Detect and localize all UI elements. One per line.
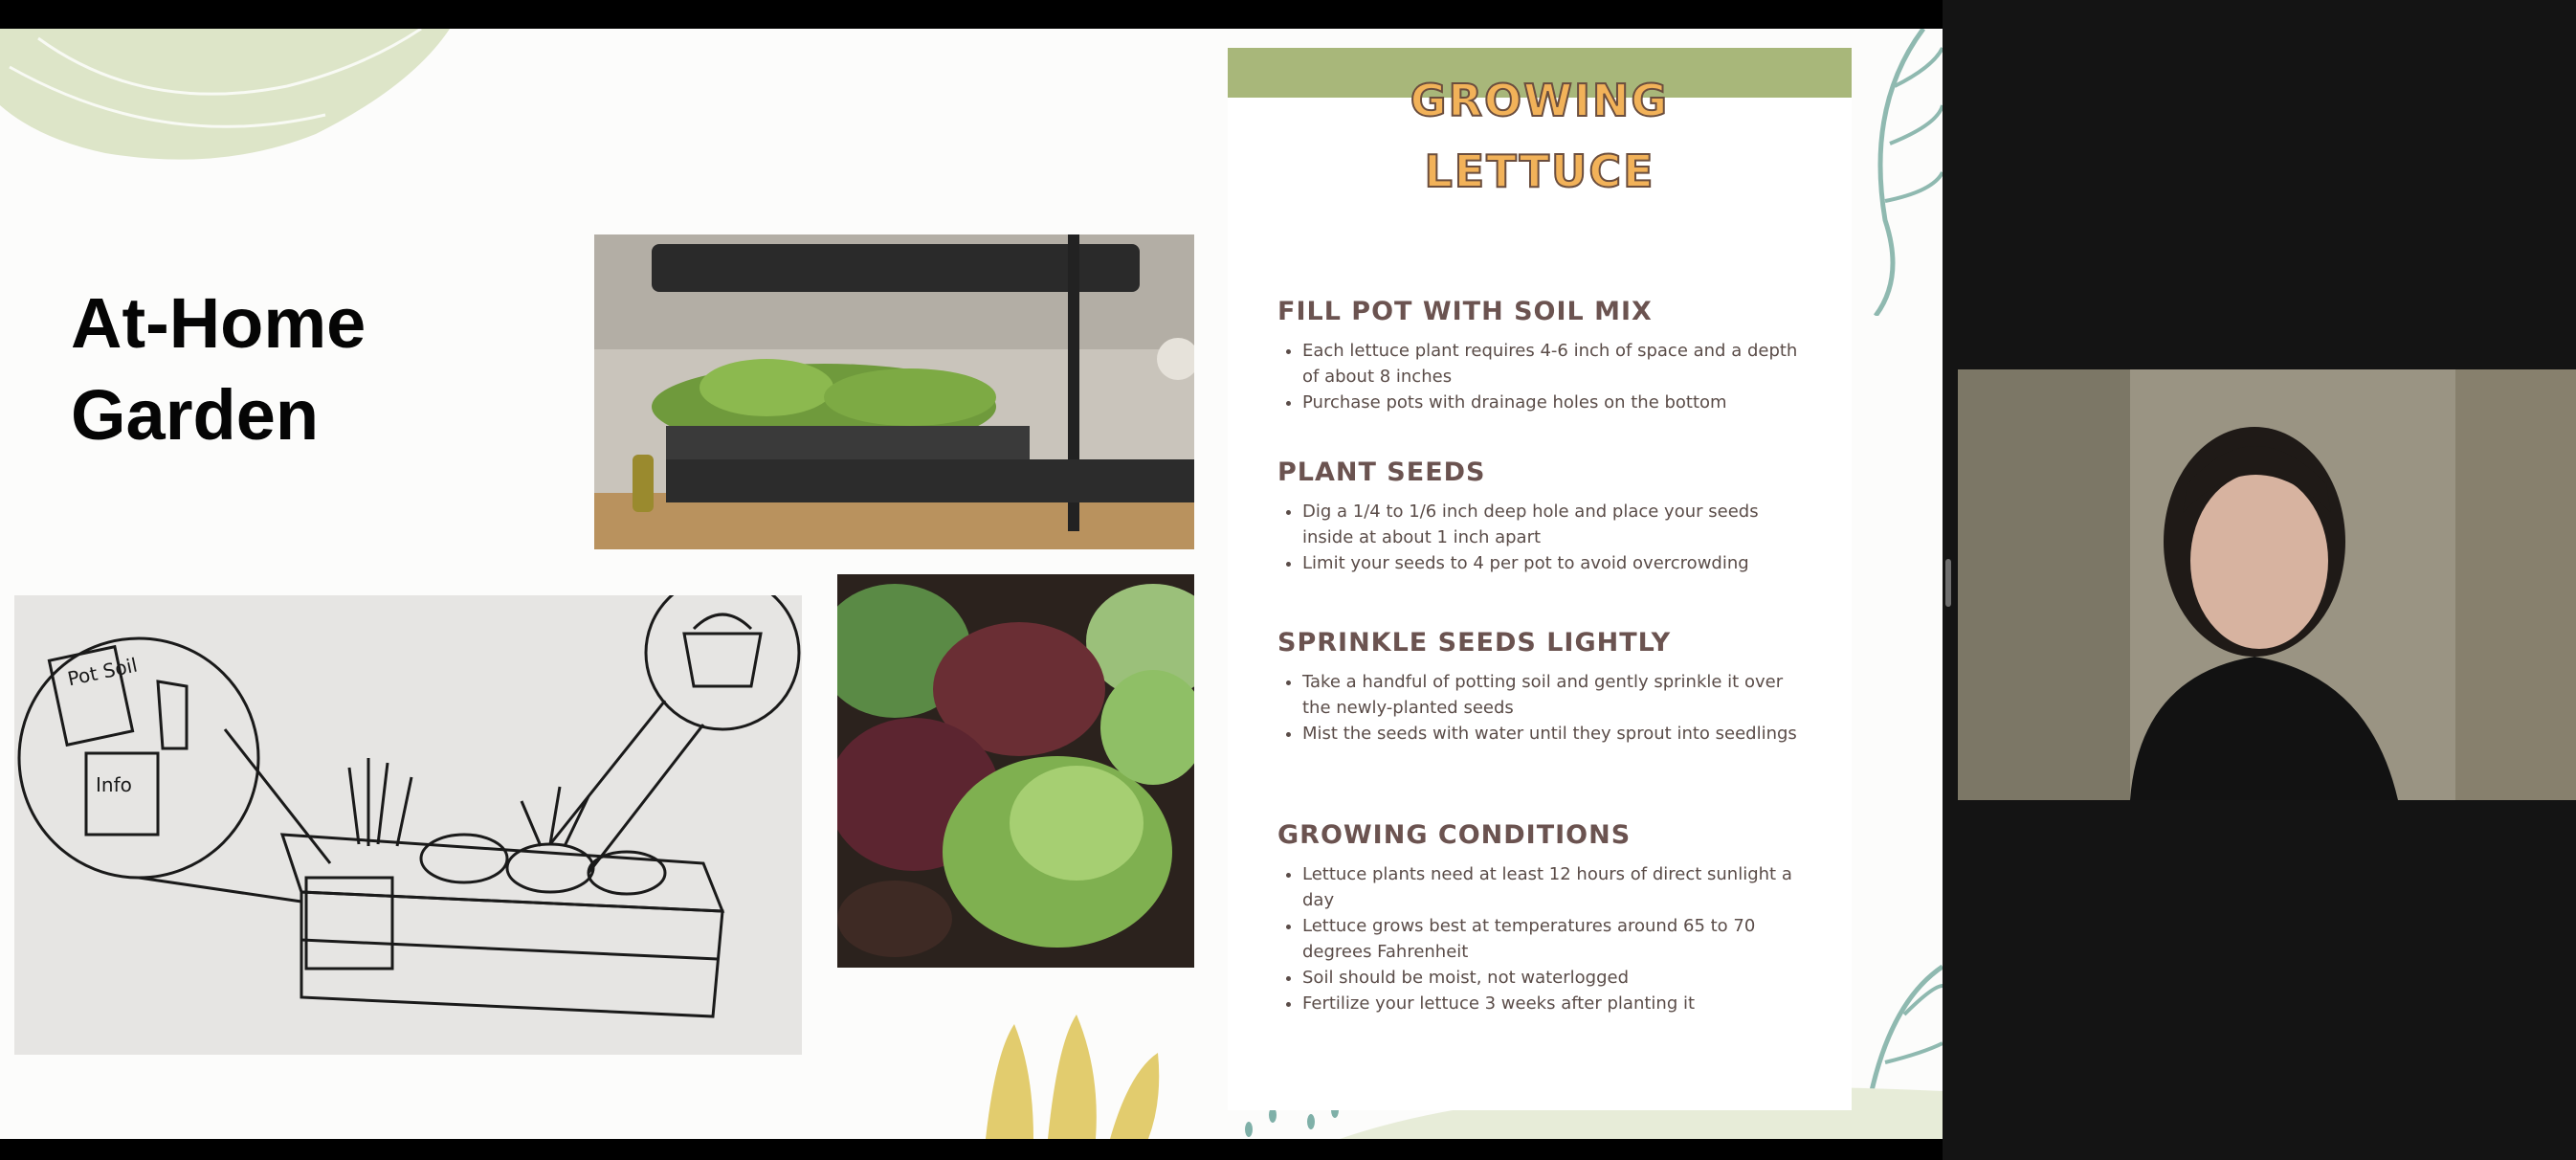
section-bullet: • Purchase pots with drainage holes on the bottom [1302, 390, 1813, 415]
presenter-video-tile[interactable] [1958, 369, 2576, 800]
section-bullet: • Lettuce plants need at least 12 hours of direct sunlight a day [1302, 861, 1813, 913]
lettuce-photo [837, 574, 1194, 968]
decorative-leaves-top-right [1847, 29, 1943, 316]
bottom-black-bar [0, 1139, 1943, 1160]
grow-light-photo [594, 234, 1194, 549]
section-heading: SPRINKLE SEEDS LIGHTLY [1277, 628, 1672, 658]
section-bullet: • Fertilize your lettuce 3 weeks after planting it [1302, 991, 1813, 1016]
section-heading: PLANT SEEDS [1277, 457, 1486, 487]
sketch-label-info: Info [96, 773, 132, 796]
section-bullet: • Lettuce grows best at temperatures around 65 to 70 degrees Fahrenheit [1302, 913, 1813, 965]
section-bullet: • Dig a 1/4 to 1/6 inch deep hole and place your seeds inside at about 1 inch apart [1302, 499, 1813, 550]
section-bullet: • Take a handful of potting soil and gently sprinkle it over the newly-planted seeds [1302, 669, 1813, 721]
sketch-label-pot-soil: Pot Soil [65, 653, 140, 691]
top-black-bar [0, 0, 1943, 29]
section-bullet: • Mist the seeds with water until they sprout into seedlings [1302, 721, 1813, 747]
section-bullet: • Soil should be moist, not waterlogged [1302, 965, 1813, 991]
garden-sketch [14, 595, 802, 1055]
section-plant-seeds [1277, 457, 1813, 576]
info-panel-title-line2: LETTUCE [1424, 145, 1655, 197]
section-growing-conditions [1277, 820, 1813, 1016]
info-panel-title [1228, 65, 1852, 207]
slide-title [71, 278, 366, 461]
section-bullet: • Each lettuce plant requires 4-6 inch of space and a depth of about 8 inches [1302, 338, 1813, 390]
section-bullet: • Limit your seeds to 4 per pot to avoid overcrowding [1302, 550, 1813, 576]
slide-title-line2: Garden [71, 375, 320, 455]
section-sprinkle-seeds [1277, 628, 1813, 747]
section-heading: GROWING CONDITIONS [1277, 820, 1632, 850]
section-heading: FILL POT WITH SOIL MIX [1277, 297, 1653, 326]
decorative-yellow-leaves [966, 1015, 1187, 1139]
panel-resize-handle[interactable] [1945, 559, 1951, 607]
info-panel-title-line1: GROWING [1410, 75, 1670, 126]
decorative-blob-top-left [0, 29, 459, 172]
slide-title-line1: At-Home [71, 283, 366, 363]
section-fill-pot [1277, 297, 1813, 415]
